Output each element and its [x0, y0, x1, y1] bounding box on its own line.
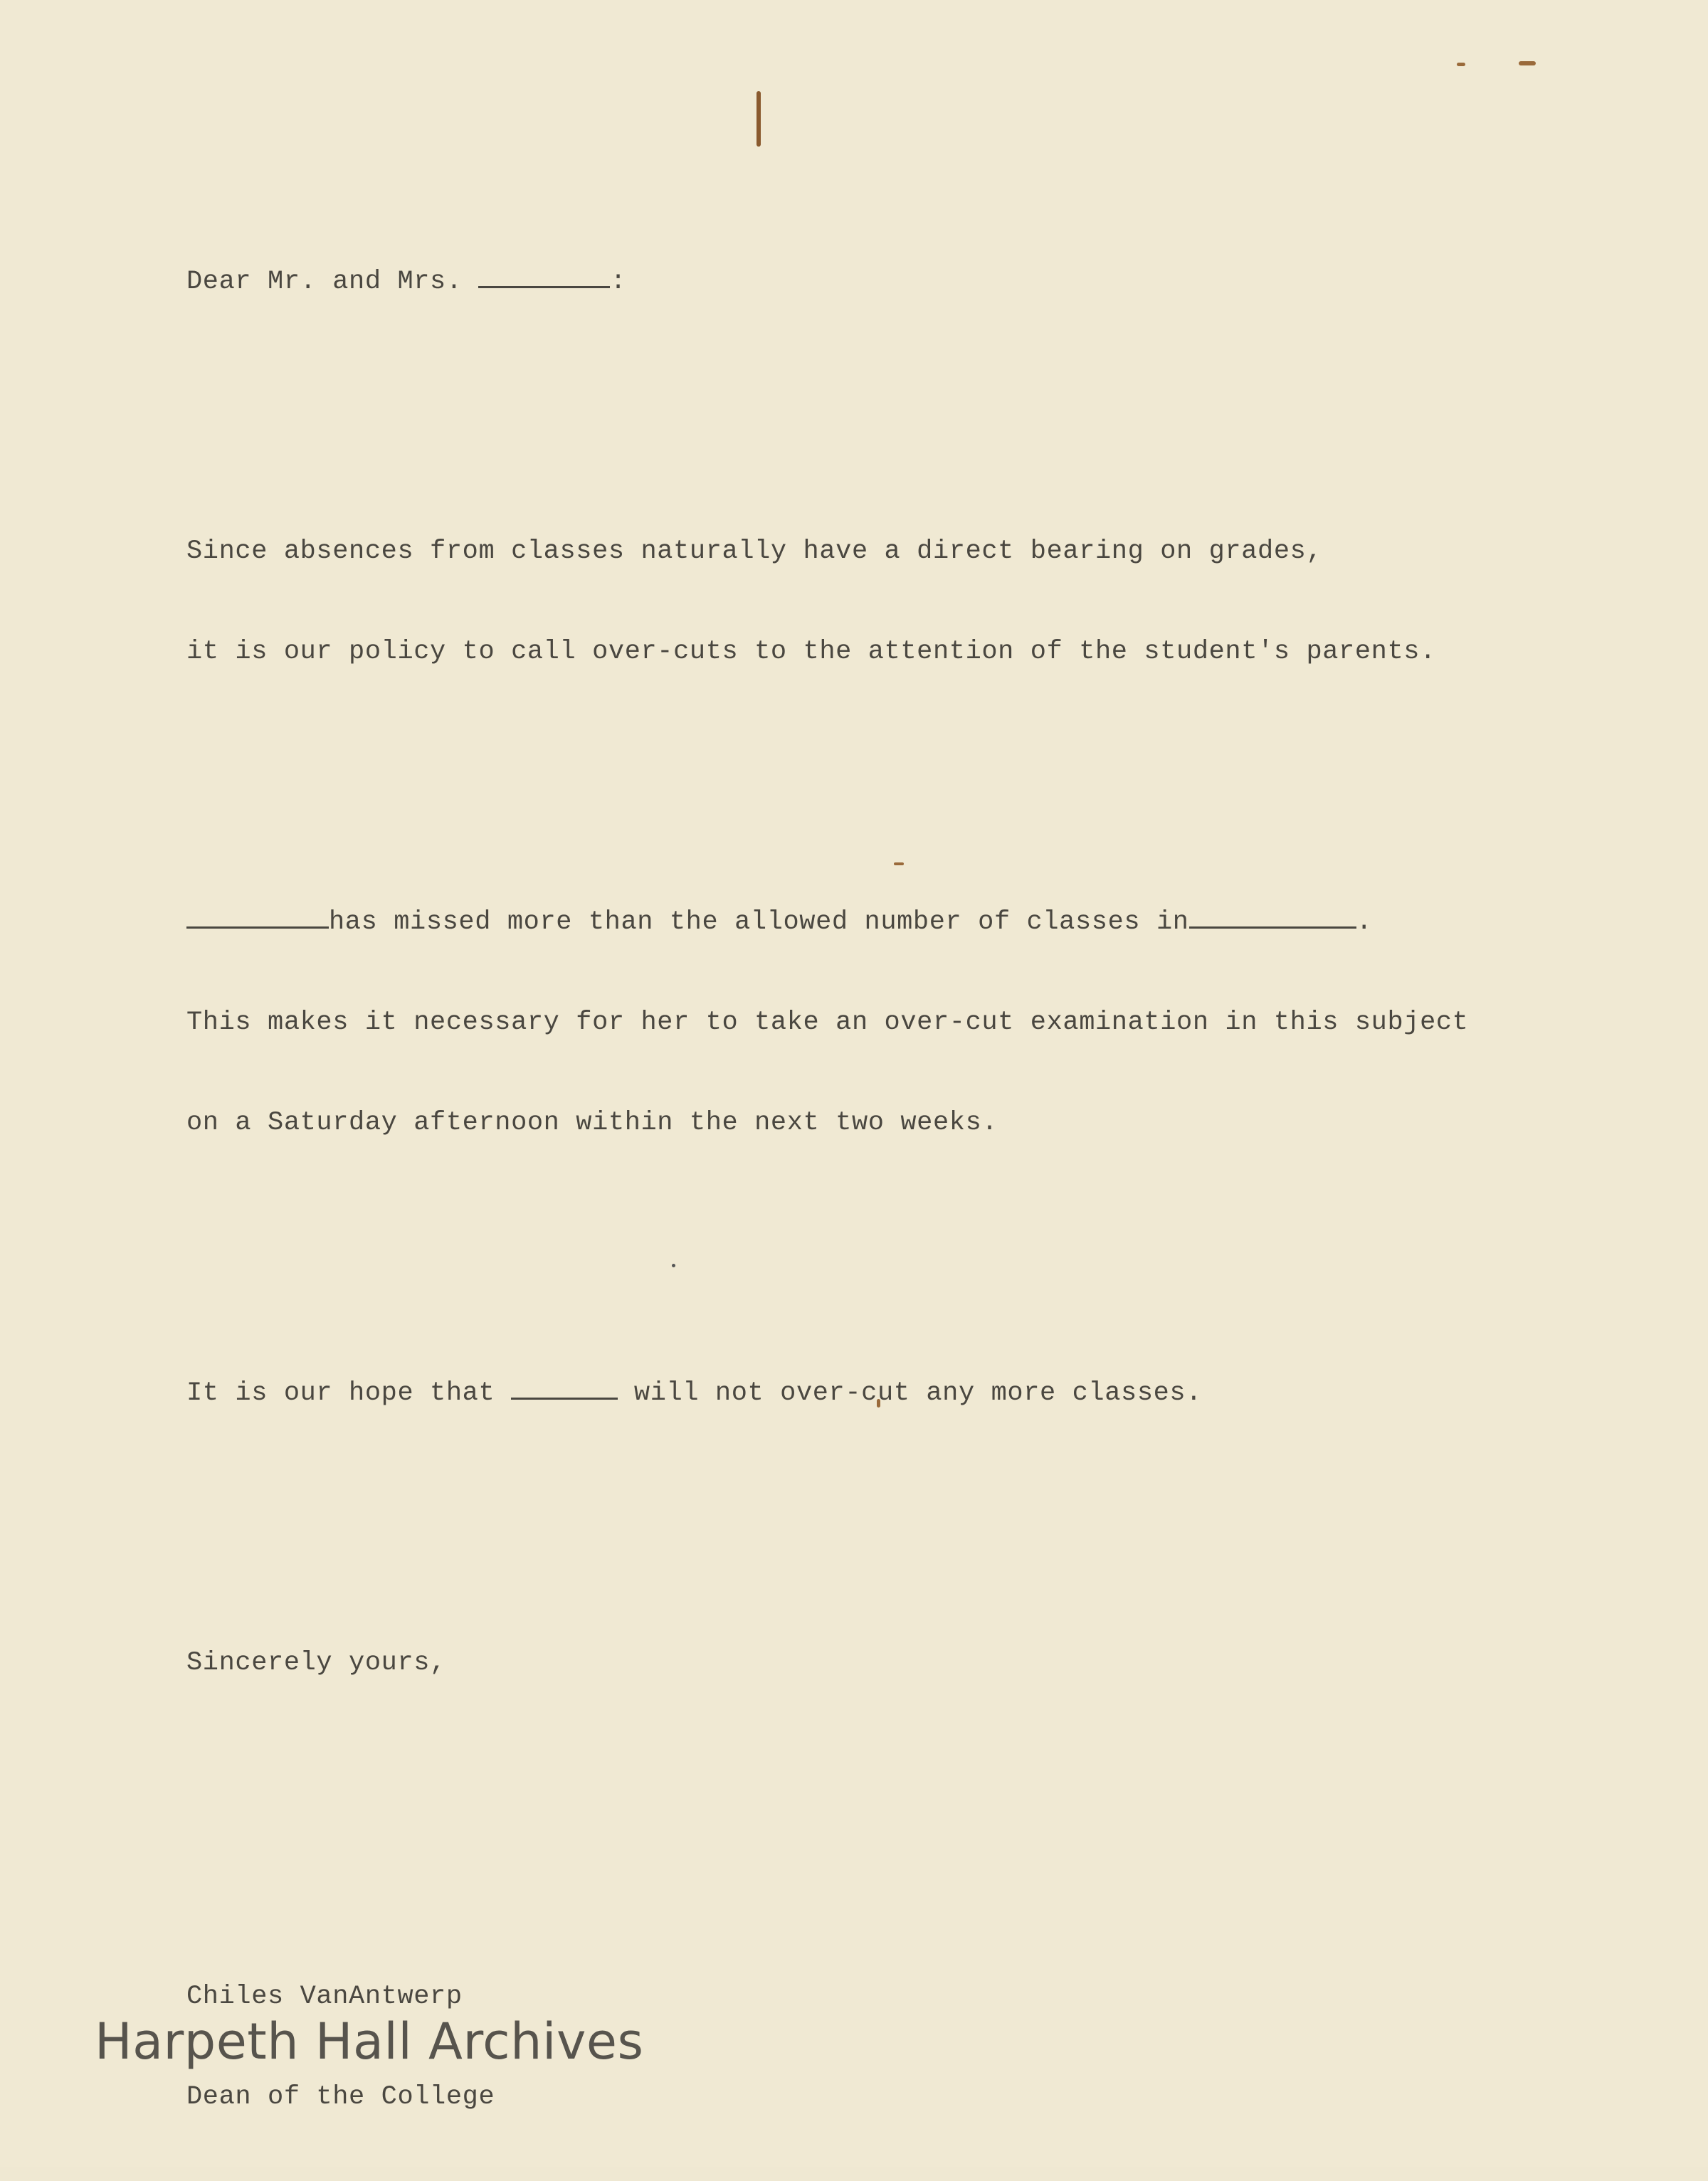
- salutation: Dear Mr. and Mrs. :: [186, 265, 1539, 299]
- parent-name-blank: [478, 265, 610, 288]
- paper-speck: [757, 91, 761, 147]
- signature-title: Dean of the College: [186, 2082, 495, 2112]
- paper-speck: [1519, 61, 1536, 65]
- paragraph-2-line-2: This makes it necessary for her to take an over-cut examination in this subject: [186, 1008, 1469, 1037]
- paragraph-1-line-2: it is our policy to call over-cuts to the attention of the student's parents.: [186, 637, 1436, 667]
- paper-speck: [1457, 63, 1465, 66]
- student-name-blank: [186, 905, 329, 929]
- archive-watermark: Harpeth Hall Archives: [95, 2012, 644, 2071]
- signature-name: Chiles VanAntwerp: [186, 1982, 463, 2012]
- paragraph-3: It is our hope that will not over-cut any more classes.: [186, 1376, 1539, 1410]
- student-name-blank-2: [511, 1376, 618, 1400]
- closing: Sincerely yours,: [186, 1648, 446, 1678]
- paragraph-2-line-3: on a Saturday afternoon within the next two weeks.: [186, 1108, 998, 1138]
- letter-body: [186, 198, 1539, 2181]
- paragraph-2-line-1: has missed more than the allowed number of classes in .: [186, 905, 1539, 939]
- paragraph-1-line-1: Since absences from classes naturally have a direct bearing on grades,: [186, 537, 1323, 566]
- subject-blank: [1189, 905, 1356, 929]
